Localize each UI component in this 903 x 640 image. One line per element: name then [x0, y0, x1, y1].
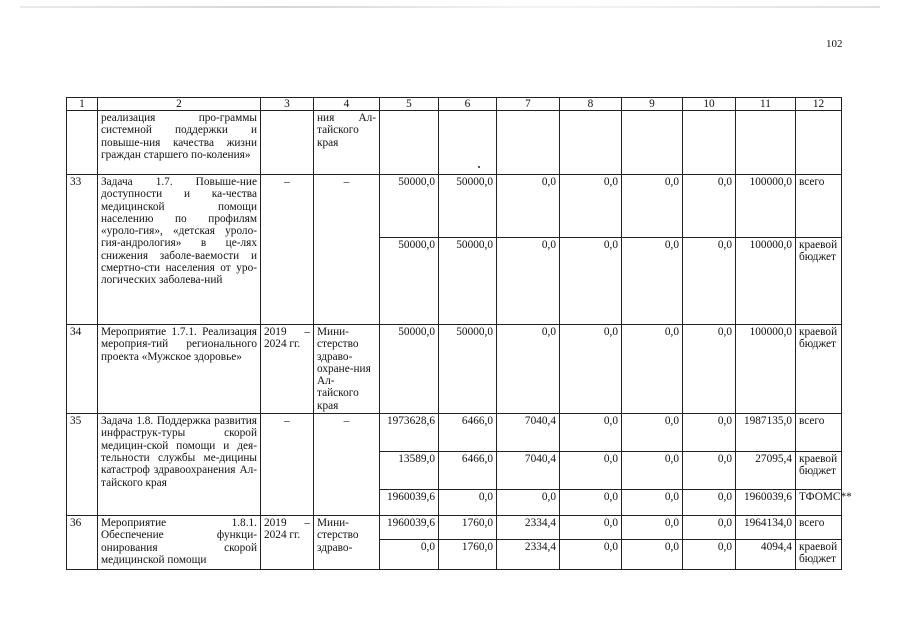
row-period: 2019 – 2024 гг.	[261, 325, 314, 414]
value-2023: 0,0	[622, 175, 683, 238]
funding-source: краевой бюджет	[796, 540, 842, 570]
value-2021: 0,0	[497, 238, 560, 325]
value-2021: 0,0	[497, 490, 560, 516]
row-name: Задача 1.7. Повыше-ние доступности и ка-чества медицинской помощи населению по профилям «уроло-гия», «детская уроло-гия-андрология» в це-лях снижения заболе-ваемости и смертно-сти населения от уро-логических заболева-ний	[98, 175, 261, 325]
value-2024: 0,0	[683, 516, 736, 540]
value-2021: 0,0	[497, 175, 560, 238]
value-2024: 0,0	[683, 414, 736, 452]
value-2024: 0,0	[683, 452, 736, 490]
value-2019: 1960039,6	[380, 490, 439, 516]
row-period: –	[261, 414, 314, 516]
value-total: 1964134,0	[736, 516, 796, 540]
value-2022: 0,0	[560, 452, 622, 490]
value-total: 1987135,0	[736, 414, 796, 452]
value-total: 1960039,6	[736, 490, 796, 516]
budget-table	[66, 97, 852, 570]
table-row-35	[67, 414, 842, 452]
value-total: 100000,0	[736, 175, 796, 238]
value-2022: 0,0	[560, 238, 622, 325]
page-number: 102	[826, 38, 843, 50]
value-2019: 1960039,6	[380, 516, 439, 540]
col-header-3: 3	[261, 98, 314, 111]
value-2023: 0,0	[622, 452, 683, 490]
value-total: 4094,4	[736, 540, 796, 570]
row-executor: –	[314, 175, 380, 325]
row-name: Задача 1.8. Поддержка развития инфраструк-туры скорой медицин-ской помощи и дея-тельности службы ме-дицины катастроф здравоохранения Ал-тайского края	[98, 414, 261, 516]
col-header-9: 9	[622, 98, 683, 111]
row-number: 36	[67, 516, 98, 570]
value-2021: 7040,4	[497, 414, 560, 452]
value-2022: 0,0	[560, 414, 622, 452]
row-name: Мероприятие 1.7.1. Реализация мероприя-тий регионального проекта «Мужское здоровье»	[98, 325, 261, 414]
funding-source: всего	[796, 414, 842, 452]
value-2023: 0,0	[622, 238, 683, 325]
value-2019: 0,0	[380, 540, 439, 570]
value-2019: 50000,0	[380, 175, 439, 238]
funding-source: краевой бюджет	[796, 325, 842, 414]
scan-artifact-line	[20, 6, 880, 8]
col-header-12: 12	[796, 98, 842, 111]
col-header-10: 10	[683, 98, 736, 111]
value-2022: 0,0	[560, 175, 622, 238]
col-header-6: 6	[439, 98, 497, 111]
value-2024: 0,0	[683, 540, 736, 570]
value-2023: 0,0	[622, 414, 683, 452]
funding-source: всего	[796, 175, 842, 238]
column-header-row	[67, 98, 842, 111]
value-2020: 6466,0	[439, 414, 497, 452]
funding-source: краевой бюджет	[796, 238, 842, 325]
value-2024: 0,0	[683, 490, 736, 516]
value-2024: 0,0	[683, 238, 736, 325]
row-number: 35	[67, 414, 98, 516]
table-row-34	[67, 325, 842, 414]
value-2019: 1973628,6	[380, 414, 439, 452]
value-2020: 1760,0	[439, 516, 497, 540]
row-name: реализация про-граммы системной поддержки и повыше-ния качества жизни граждан старшего по-коления»	[98, 111, 261, 175]
value-total: 100000,0	[736, 325, 796, 414]
value-total: 100000,0	[736, 238, 796, 325]
value-2020: 1760,0	[439, 540, 497, 570]
value-2020: 50000,0	[439, 175, 497, 238]
value-2023: 0,0	[622, 540, 683, 570]
value-2023: 0,0	[622, 490, 683, 516]
row-number: 33	[67, 175, 98, 325]
value-2023: 0,0	[622, 516, 683, 540]
table-row-continuation	[67, 111, 842, 175]
row-name: Мероприятие 1.8.1. Обеспечение функци-онирования скорой медицинской помощи	[98, 516, 261, 570]
funding-source: всего	[796, 516, 842, 540]
row-executor: Мини-стерство здраво-	[314, 516, 380, 570]
table-row-36	[67, 516, 842, 540]
row-executor: ния Ал-тайского края	[314, 111, 380, 175]
col-header-8: 8	[560, 98, 622, 111]
col-header-4: 4	[314, 98, 380, 111]
row-executor: –	[314, 414, 380, 516]
funding-source: краевой бюджет	[796, 452, 842, 490]
value-2024: 0,0	[683, 325, 736, 414]
row-number: 34	[67, 325, 98, 414]
col-header-5: 5	[380, 98, 439, 111]
row-period: 2019 – 2024 гг.	[261, 516, 314, 570]
value-2020: 50000,0	[439, 238, 497, 325]
col-header-7: 7	[497, 98, 560, 111]
value-2022: 0,0	[560, 516, 622, 540]
funding-source: ТФОМС**	[796, 490, 842, 516]
value-2019: 50000,0	[380, 325, 439, 414]
value-2021: 2334,4	[497, 516, 560, 540]
row-period	[261, 111, 314, 175]
col-header-11: 11	[736, 98, 796, 111]
value-2024: 0,0	[683, 175, 736, 238]
value-2023: 0,0	[622, 325, 683, 414]
row-executor: Мини-стерство здраво-охране-ния Ал-тайского края	[314, 325, 380, 414]
value-2022: 0,0	[560, 325, 622, 414]
col-header-2: 2	[98, 98, 261, 111]
col-header-1: 1	[67, 98, 98, 111]
value-2019: 50000,0	[380, 238, 439, 325]
value-2021: 7040,4	[497, 452, 560, 490]
value-2022: 0,0	[560, 540, 622, 570]
value-2019: 13589,0	[380, 452, 439, 490]
value-2020: 50000,0	[439, 325, 497, 414]
row-number	[67, 111, 98, 175]
value-2021: 0,0	[497, 325, 560, 414]
value-total: 27095,4	[736, 452, 796, 490]
value-2020: 0,0	[439, 490, 497, 516]
row-period: –	[261, 175, 314, 325]
table-row-33	[67, 175, 842, 238]
value-2022: 0,0	[560, 490, 622, 516]
value-2021: 2334,4	[497, 540, 560, 570]
value-2020: 6466,0	[439, 452, 497, 490]
